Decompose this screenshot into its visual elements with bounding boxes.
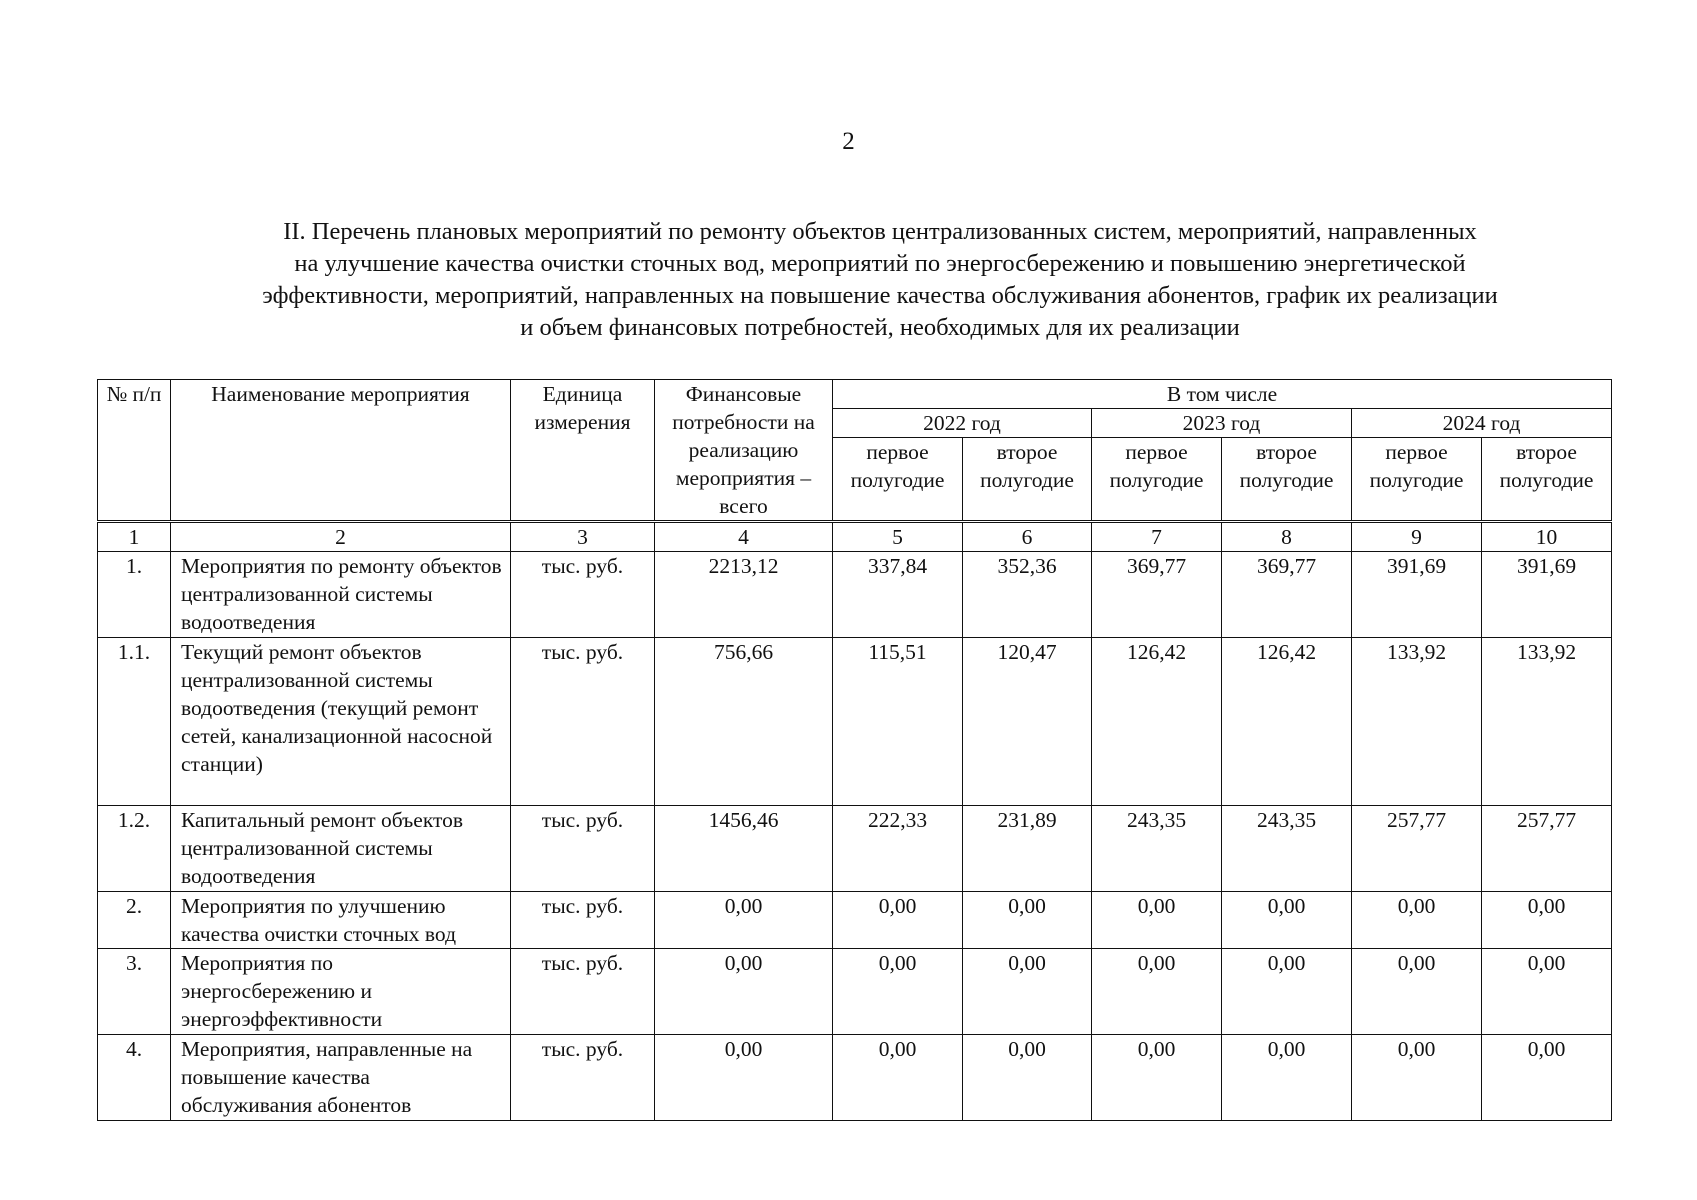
- row-unit: тыс. руб.: [511, 552, 655, 638]
- row-value: 120,47: [963, 638, 1092, 806]
- row-value: 337,84: [833, 552, 963, 638]
- row-value: 0,00: [1222, 1035, 1352, 1121]
- title-line: эффективности, мероприятий, направленных на повышение качества обслуживания абонентов, график их реализации: [262, 282, 1498, 309]
- header-year-2024: 2024 год: [1352, 409, 1612, 438]
- header-finance: Финансовые потребности на реализацию мероприятия – всего: [655, 380, 833, 522]
- column-number: 8: [1222, 522, 1352, 552]
- row-value: 133,92: [1352, 638, 1482, 806]
- row-value: 352,36: [963, 552, 1092, 638]
- row-name: Мероприятия, направленные на повышение качества обслуживания абонентов: [171, 1035, 511, 1121]
- row-name: Мероприятия по улучшению качества очистки сточных вод: [171, 892, 511, 949]
- row-value: 369,77: [1222, 552, 1352, 638]
- row-unit: тыс. руб.: [511, 892, 655, 949]
- row-value: 0,00: [963, 949, 1092, 1035]
- header-half: второе полугодие: [1222, 438, 1352, 522]
- row-value: 0,00: [963, 1035, 1092, 1121]
- row-name: Мероприятия по ремонту объектов централизованной системы водоотведения: [171, 552, 511, 638]
- row-value: 0,00: [963, 892, 1092, 949]
- row-name: Капитальный ремонт объектов централизованной системы водоотведения: [171, 806, 511, 892]
- section-title: [110, 216, 1650, 344]
- row-value: 0,00: [833, 949, 963, 1035]
- row-unit: тыс. руб.: [511, 949, 655, 1035]
- header-half: первое полугодие: [1352, 438, 1482, 522]
- row-value: 126,42: [1222, 638, 1352, 806]
- row-num: 1.1.: [98, 638, 171, 806]
- row-value: 257,77: [1352, 806, 1482, 892]
- row-total: 2213,12: [655, 552, 833, 638]
- title-line: на улучшение качества очистки сточных вод, мероприятий по энергосбережению и повышению энергетической: [294, 250, 1466, 277]
- row-value: 0,00: [1482, 1035, 1612, 1121]
- table-row: [98, 552, 1612, 638]
- row-value: 0,00: [833, 1035, 963, 1121]
- row-total: 0,00: [655, 1035, 833, 1121]
- row-value: 0,00: [1352, 892, 1482, 949]
- row-value: 243,35: [1222, 806, 1352, 892]
- row-value: 391,69: [1352, 552, 1482, 638]
- table-row: [98, 949, 1612, 1035]
- row-num: 3.: [98, 949, 171, 1035]
- row-value: 0,00: [1482, 892, 1612, 949]
- row-value: 0,00: [1352, 949, 1482, 1035]
- column-number: 6: [963, 522, 1092, 552]
- column-number: 9: [1352, 522, 1482, 552]
- row-value: 133,92: [1482, 638, 1612, 806]
- header-name: Наименование мероприятия: [171, 380, 511, 522]
- row-name: Текущий ремонт объектов централизованной системы водоотведения (текущий ремонт сетей, канализационной насосной станции): [171, 638, 511, 806]
- header-including: В том числе: [833, 380, 1612, 409]
- column-number: 2: [171, 522, 511, 552]
- title-line: и объем финансовых потребностей, необходимых для их реализации: [520, 314, 1240, 341]
- row-value: 0,00: [1482, 949, 1612, 1035]
- header-year-2022: 2022 год: [833, 409, 1092, 438]
- row-value: 115,51: [833, 638, 963, 806]
- column-number: 1: [98, 522, 171, 552]
- row-num: 2.: [98, 892, 171, 949]
- column-number-row: [98, 522, 1612, 552]
- row-total: 1456,46: [655, 806, 833, 892]
- table-row: [98, 892, 1612, 949]
- header-num: № п/п: [98, 380, 171, 522]
- row-total: 0,00: [655, 949, 833, 1035]
- row-unit: тыс. руб.: [511, 638, 655, 806]
- plan-table: [97, 379, 1612, 1121]
- row-value: 257,77: [1482, 806, 1612, 892]
- header-half: второе полугодие: [963, 438, 1092, 522]
- header-year-2023: 2023 год: [1092, 409, 1352, 438]
- row-value: 0,00: [833, 892, 963, 949]
- row-value: 0,00: [1222, 892, 1352, 949]
- row-total: 0,00: [655, 892, 833, 949]
- column-number: 4: [655, 522, 833, 552]
- table-row: [98, 1035, 1612, 1121]
- row-value: 0,00: [1092, 949, 1222, 1035]
- row-value: 369,77: [1092, 552, 1222, 638]
- header-half: первое полугодие: [1092, 438, 1222, 522]
- row-total: 756,66: [655, 638, 833, 806]
- header-unit: Единица измерения: [511, 380, 655, 522]
- column-number: 7: [1092, 522, 1222, 552]
- row-name: Мероприятия по энергосбережению и энергоэффективности: [171, 949, 511, 1035]
- row-value: 391,69: [1482, 552, 1612, 638]
- row-unit: тыс. руб.: [511, 1035, 655, 1121]
- row-num: 1.: [98, 552, 171, 638]
- row-value: 0,00: [1352, 1035, 1482, 1121]
- row-value: 0,00: [1092, 1035, 1222, 1121]
- header-half: первое полугодие: [833, 438, 963, 522]
- column-number: 5: [833, 522, 963, 552]
- table-row: [98, 638, 1612, 806]
- row-num: 4.: [98, 1035, 171, 1121]
- row-value: 0,00: [1222, 949, 1352, 1035]
- table-row: [98, 806, 1612, 892]
- row-value: 126,42: [1092, 638, 1222, 806]
- row-num: 1.2.: [98, 806, 171, 892]
- row-unit: тыс. руб.: [511, 806, 655, 892]
- header-half: второе полугодие: [1482, 438, 1612, 522]
- row-value: 0,00: [1092, 892, 1222, 949]
- row-value: 231,89: [963, 806, 1092, 892]
- column-number: 10: [1482, 522, 1612, 552]
- title-line: II. Перечень плановых мероприятий по ремонту объектов централизованных систем, мероприятий, направленных: [283, 218, 1477, 245]
- column-number: 3: [511, 522, 655, 552]
- page-number: 2: [842, 128, 855, 155]
- row-value: 243,35: [1092, 806, 1222, 892]
- row-value: 222,33: [833, 806, 963, 892]
